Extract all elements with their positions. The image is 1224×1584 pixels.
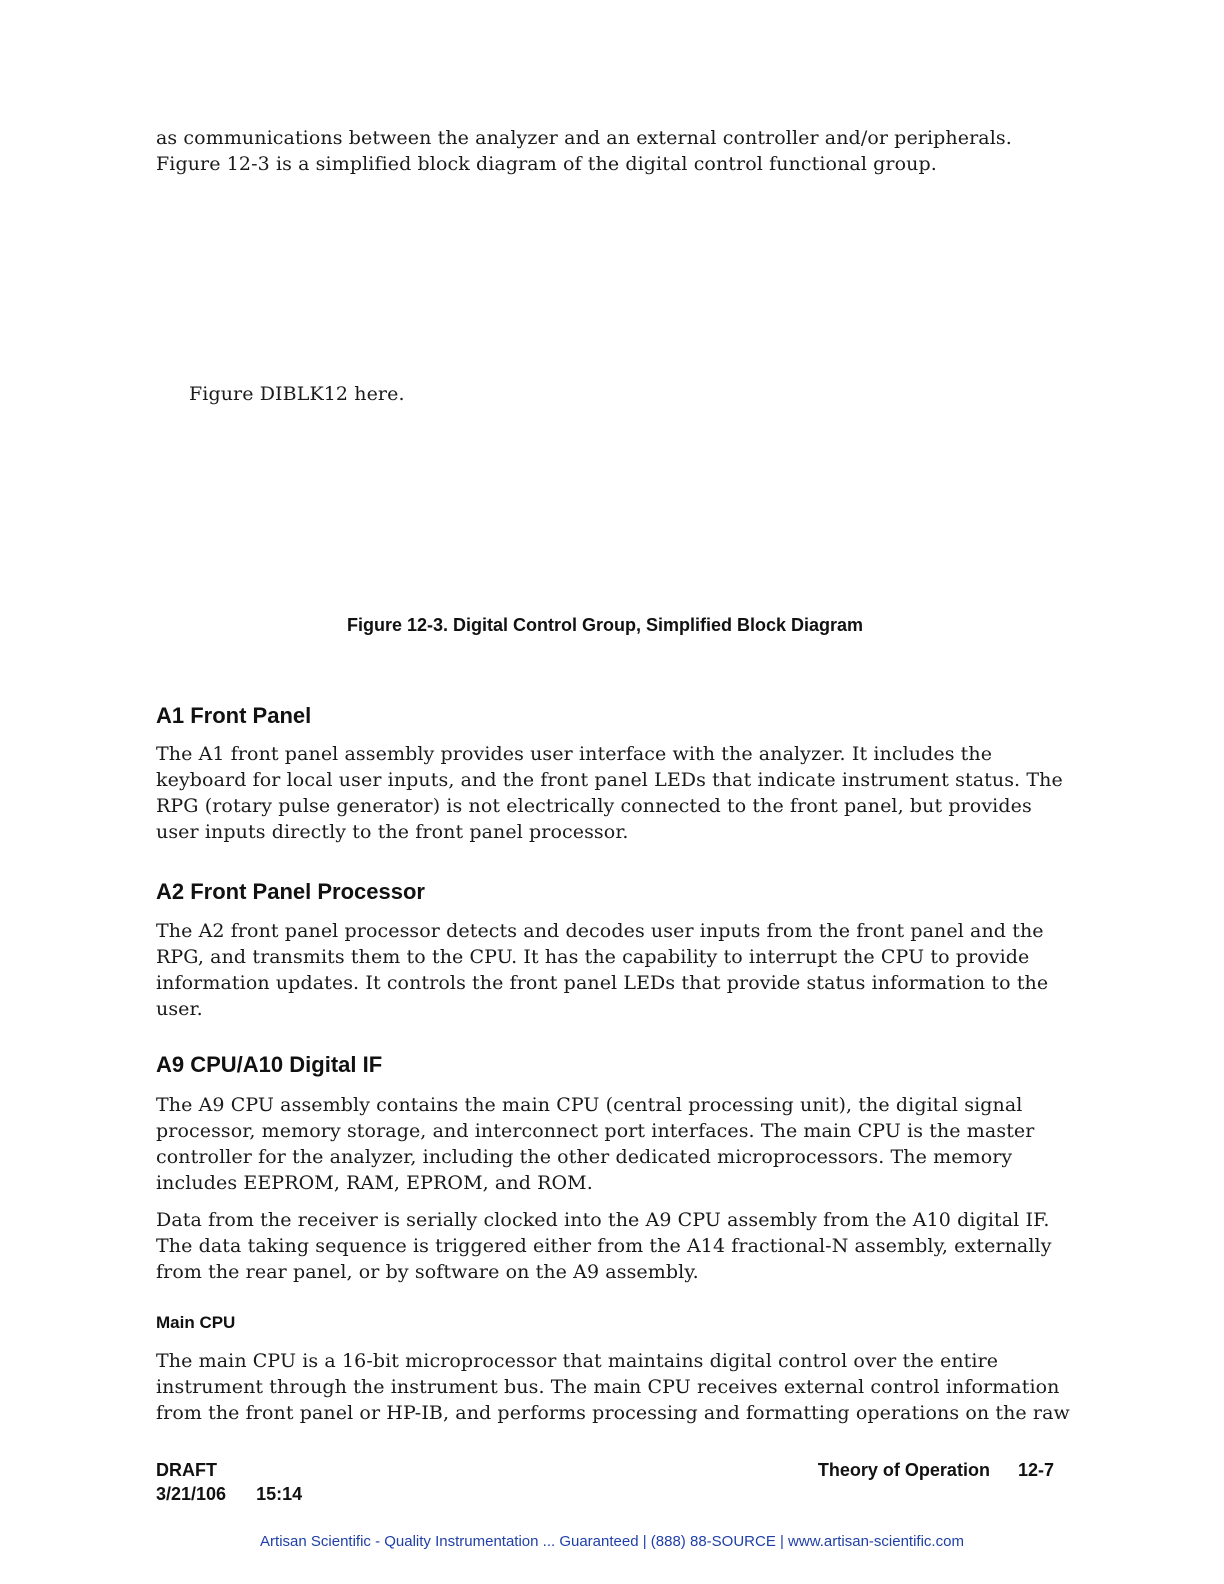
text-line: The A9 CPU assembly contains the main CPU (central processing unit), the digital signal	[156, 1094, 1023, 1116]
text-line: user.	[156, 998, 203, 1020]
text-line: processor, memory storage, and interconnect port interfaces. The main CPU is the master	[156, 1120, 1035, 1142]
footer-draft-label: DRAFT	[156, 1460, 217, 1480]
text-line: The A1 front panel assembly provides user interface with the analyzer. It includes the	[156, 743, 993, 765]
text-line: The main CPU is a 16-bit microprocessor that maintains digital control over the entire	[156, 1350, 999, 1372]
text-line: Figure 12-3 is a simplified block diagram of the digital control functional group.	[156, 153, 937, 175]
footer-time-value: 15:14	[256, 1484, 303, 1504]
footer-section-title: Theory of Operation	[817, 1460, 990, 1480]
a2-paragraph	[156, 918, 1066, 1022]
text-line: as communications between the analyzer and an external controller and/or peripherals.	[156, 127, 1012, 149]
text-line: includes EEPROM, RAM, EPROM, and ROM.	[156, 1172, 593, 1194]
text-line: The data taking sequence is triggered either from the A14 fractional-N assembly, externally	[156, 1235, 1052, 1257]
footer-date	[156, 1484, 302, 1505]
section-heading-a1: A1 Front Panel	[156, 703, 312, 728]
a1-paragraph	[156, 741, 1066, 845]
section-heading-a9: A9 CPU/A10 Digital IF	[156, 1052, 383, 1077]
text-line: information updates. It controls the front panel LEDs that provide status information to the	[156, 972, 1049, 994]
text-line: Data from the receiver is serially clocked into the A9 CPU assembly from the A10 digital IF.	[156, 1209, 1050, 1231]
figure-placeholder: Figure DIBLK12 here.	[189, 383, 405, 405]
footer-page-number: 12-7	[1017, 1460, 1054, 1480]
main-cpu-paragraph	[156, 1348, 1070, 1426]
footer-date-value: 3/21/106	[156, 1484, 227, 1504]
text-line: from the rear panel, or by software on the A9 assembly.	[156, 1261, 699, 1283]
vendor-banner-link[interactable]: Artisan Scientific - Quality Instrumentation ... Guaranteed | (888) 88-SOURCE | www.artisan-scientific.com	[260, 1533, 964, 1550]
text-line: RPG, and transmits them to the CPU. It has the capability to interrupt the CPU to provide	[156, 946, 1030, 968]
figure-caption: Figure 12-3. Digital Control Group, Simplified Block Diagram	[346, 615, 864, 635]
text-line: instrument through the instrument bus. The main CPU receives external control information	[156, 1376, 1060, 1398]
a9-paragraph-1	[156, 1092, 1066, 1196]
text-line: from the front panel or HP-IB, and performs processing and formatting operations on the raw	[156, 1402, 1070, 1424]
text-line: user inputs directly to the front panel processor.	[156, 821, 629, 843]
a9-paragraph-2	[156, 1207, 1066, 1285]
footer-running-head	[818, 1460, 1054, 1481]
section-heading-a2: A2 Front Panel Processor	[156, 879, 425, 904]
text-line: keyboard for local user inputs, and the front panel LEDs that indicate instrument status. The	[156, 769, 1063, 791]
intro-paragraph	[156, 125, 1066, 177]
text-line: controller for the analyzer, including the other dedicated microprocessors. The memory	[156, 1146, 1013, 1168]
subsection-heading-main-cpu: Main CPU	[156, 1313, 236, 1332]
text-line: The A2 front panel processor detects and decodes user inputs from the front panel and the	[156, 920, 1044, 942]
text-line: RPG (rotary pulse generator) is not electrically connected to the front panel, but provides	[156, 795, 1032, 817]
